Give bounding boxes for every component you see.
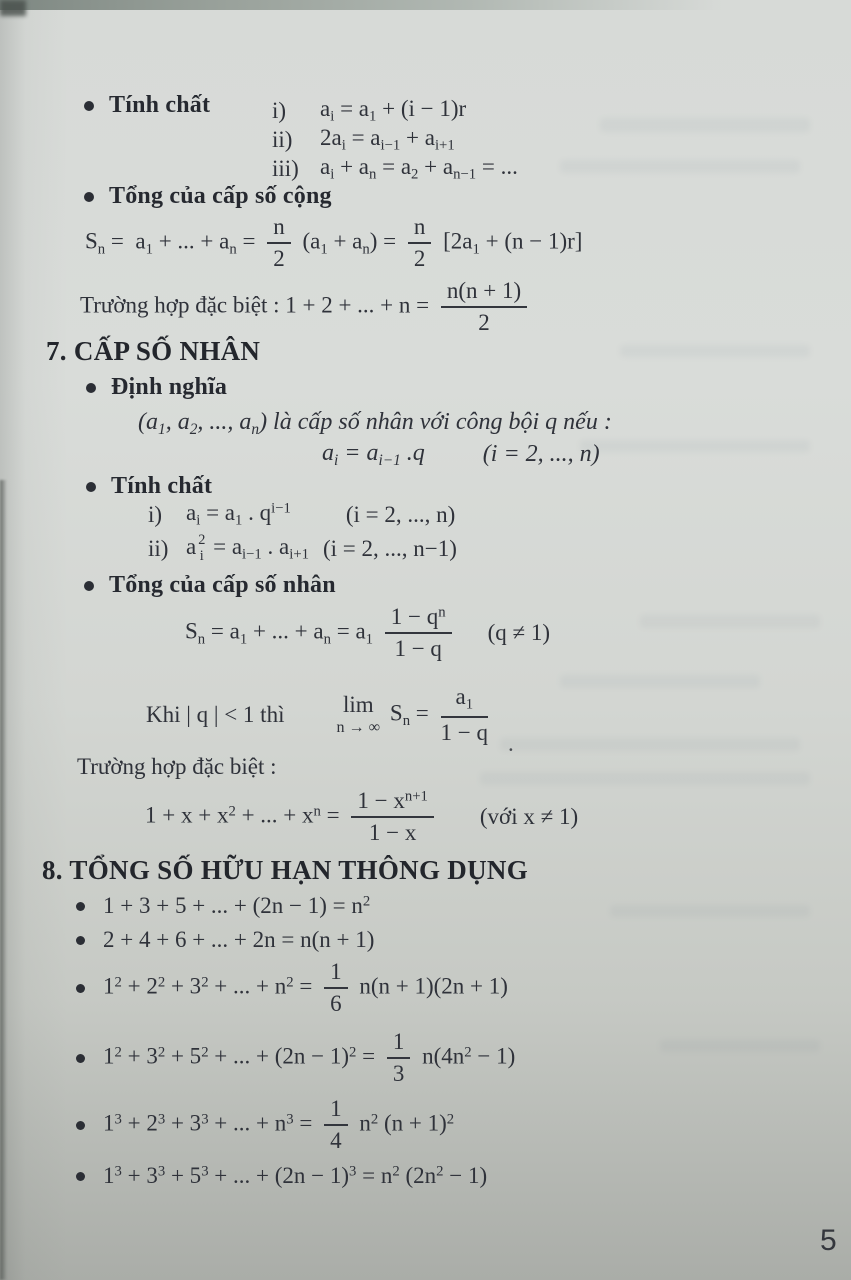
bleed-through-smudge <box>580 440 810 452</box>
formula: $1^3 + 3^3 + 5^3$ + ... + $(2n - 1)^3 = n^2$ $(2n^2 - 1)$ <box>103 1162 488 1188</box>
heading-text: Tổng của cấp số cộng <box>109 183 332 209</box>
formula: $1 + x + x^2$ + ... + $x^n$ = $\frac{1 - x^{n+1}}{1 - x}$ <box>145 788 440 847</box>
heading-text: Tính chất <box>111 473 213 499</box>
property-item <box>272 96 518 125</box>
arith-sum-heading <box>84 183 332 210</box>
formula: $a_i + a_n = a_2 + a_{n-1}$ = ... <box>320 153 518 183</box>
geom-definition-formula <box>322 438 600 470</box>
item-numeral: i) <box>148 502 163 527</box>
section-8-heading: 8. TỔNG SỐ HỮU HẠN THÔNG DỤNG <box>42 855 528 885</box>
bullet-icon <box>76 1172 85 1181</box>
item-numeral: iii) <box>272 155 299 181</box>
item-numeral: ii) <box>272 126 293 152</box>
formula: $a_i = a_{i-1}$ .q <box>322 440 425 469</box>
page-left-edge-shadow <box>0 480 7 1280</box>
bleed-through-smudge <box>560 675 760 688</box>
page-corner-shadow <box>0 0 26 16</box>
arith-special-case <box>80 276 533 338</box>
bullet-icon <box>76 936 85 945</box>
arith-properties-heading <box>84 92 210 119</box>
geom-sum-heading <box>84 572 336 599</box>
formula: 1 + 3 + 5 + ... + $(2n - 1) = n^2$ <box>103 892 371 918</box>
formula: $S_n = a_1$ + ... + $a_n$ = $\frac{n}{2}$ $(a_1 + a_n)$ = $\frac{n}{2}$ $[2a_1 + (n - 1)r]$ <box>85 213 583 271</box>
formula: $2a_i = a_{i-1} + a_{i+1}$ <box>320 124 455 154</box>
geom-special-label: Trường hợp đặc biệt : <box>77 754 277 779</box>
bullet-icon <box>84 101 94 111</box>
bleed-through-smudge <box>610 905 810 917</box>
bullet-icon <box>76 984 85 993</box>
formula: $a_i = a_1 + (i - 1)r$ <box>320 95 467 125</box>
section-7-heading: 7. CẤP SỐ NHÂN <box>46 336 261 366</box>
bullet-icon <box>84 192 94 202</box>
bullet-icon <box>86 383 96 393</box>
formula-condition: (với x ≠ 1) <box>479 803 579 829</box>
heading-text: Tính chất <box>109 92 211 118</box>
property-item <box>272 154 518 183</box>
sum-item <box>76 1026 515 1090</box>
formula: $1^2 + 3^2 + 5^2$ + ... + $(2n - 1)^2$ = $\frac{1}{3}$ $n(4n^2 - 1)$ <box>103 1028 516 1086</box>
bleed-through-smudge <box>500 738 800 751</box>
page-number: 5 <box>820 1224 837 1257</box>
formula: $1^3 + 2^3 + 3^3$ + ... + $n^3$ = $\frac{1}{4}$ $n^2$ $(n + 1)^2$ <box>103 1095 455 1153</box>
formula: $S_n = a_1$ + ... + $a_n = a_1$ $\frac{1 - q^n}{1 - q}$ <box>185 604 458 663</box>
limit-prefix: Khi | q | < 1 thì <box>146 701 285 727</box>
formula-condition: (i = 2, ..., n−1) <box>323 535 457 561</box>
heading-text: Tổng của cấp số nhân <box>109 572 336 598</box>
bleed-through-smudge <box>560 160 800 173</box>
formula: 2 + 4 + 6 + ... + 2n = n(n + 1) <box>103 926 375 952</box>
bullet-icon <box>76 1121 85 1130</box>
limit-formula: lim n → ∞ $S_n$ = $\frac{a_1}{1 - q}$ . <box>336 683 514 756</box>
formula-condition: (q ≠ 1) <box>487 619 551 645</box>
bleed-through-smudge <box>600 118 810 132</box>
bleed-through-smudge <box>660 1040 820 1052</box>
geom-definition-text: ($a_1$, $a_2$, ..., $a_n$) là cấp số nhân với công bội q nếu : <box>138 409 612 438</box>
arith-sum-formula <box>85 212 582 274</box>
bleed-through-smudge <box>640 615 820 628</box>
sum-item <box>76 890 370 922</box>
heading-text: Định nghĩa <box>111 374 228 400</box>
formula: Trường hợp đặc biệt : 1 + 2 + ... + n = $\frac{n(n + 1)}{2}$ <box>80 278 533 337</box>
property-item <box>272 125 518 154</box>
sum-item <box>76 1160 487 1192</box>
geom-property-item <box>148 532 457 566</box>
bullet-icon <box>86 482 96 492</box>
formula-condition: (i = 2, ..., n) <box>345 501 456 527</box>
bullet-icon <box>76 902 85 911</box>
bullet-icon <box>76 1054 85 1063</box>
geom-definition-heading <box>86 374 227 401</box>
bleed-through-smudge <box>620 345 810 357</box>
page-top-edge-shadow <box>0 0 851 10</box>
bullet-icon <box>84 581 94 591</box>
formula: a 2 i = $a_{i-1}$ . $a_{i+1}$ <box>186 532 309 565</box>
sum-item <box>76 924 374 956</box>
item-numeral: ii) <box>148 536 169 561</box>
sum-item <box>76 1093 454 1157</box>
geom-special-formula <box>145 784 578 850</box>
arith-properties-list <box>272 96 518 183</box>
geom-sum-formula <box>185 600 550 666</box>
formula: $1^2 + 2^2 + 3^2$ + ... + $n^2$ = $\frac{1}{6}$ n(n + 1)(2n + 1) <box>103 958 508 1016</box>
formula-condition: (i = 2, ..., n) <box>482 441 600 468</box>
geom-property-item <box>148 499 455 531</box>
item-numeral: i) <box>272 97 287 123</box>
sum-item <box>76 956 508 1020</box>
formula: $a_i = a_1$ . $q^{i-1}$ <box>186 500 291 530</box>
geom-properties-heading <box>86 473 212 500</box>
geom-limit-line <box>146 682 514 756</box>
